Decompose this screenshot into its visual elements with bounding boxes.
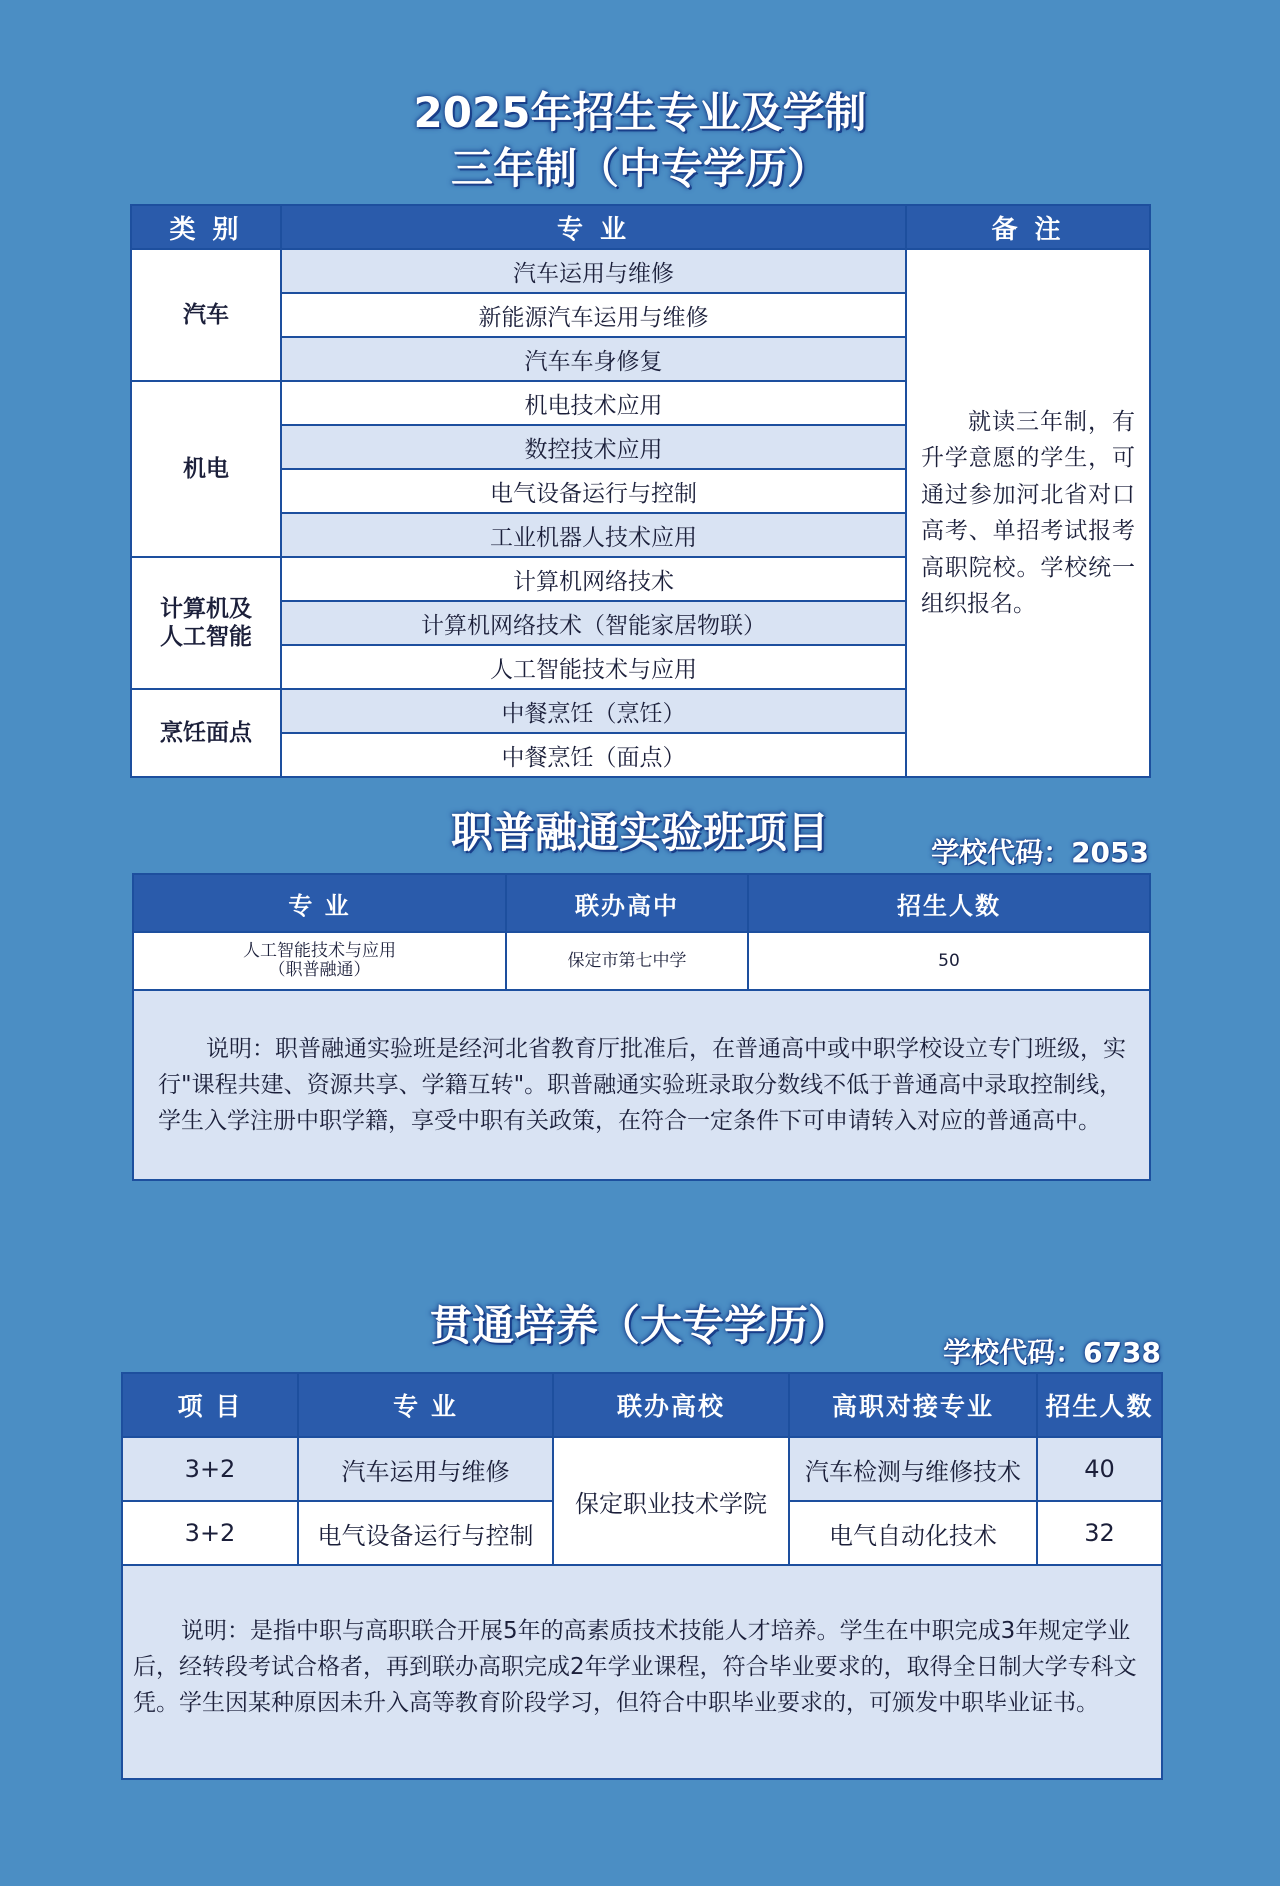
- major-cell: 中餐烹饪（面点）: [281, 733, 906, 777]
- note-cell: 就读三年制，有升学意愿的学生，可通过参加河北省对口高考、单招考试报考高职院校。学校统一组织报名。: [906, 249, 1150, 777]
- major-cell: 机电技术应用: [281, 381, 906, 425]
- header-partner-school: 联办高中: [506, 874, 748, 932]
- main-title: 2025年招生专业及学制: [413, 88, 867, 137]
- section-title-integration: 职普融通实验班项目: [450, 808, 829, 857]
- table-row: [122, 1437, 1162, 1501]
- major-cell: 人工智能技术与应用: [281, 645, 906, 689]
- major-cell: 汽车运用与维修: [298, 1437, 553, 1501]
- major-cell: 人工智能技术与应用 （职普融通）: [133, 932, 506, 990]
- category-mechatronics: 机电: [131, 381, 281, 557]
- count-cell: 32: [1037, 1501, 1162, 1565]
- major-cell: 计算机网络技术: [281, 557, 906, 601]
- through-training-table: [121, 1372, 1163, 1780]
- major-cell: 汽车运用与维修: [281, 249, 906, 293]
- major-cell: 中餐烹饪（烹饪）: [281, 689, 906, 733]
- major-cell: 电气设备运行与控制: [281, 469, 906, 513]
- header-target-major: 高职对接专业: [789, 1373, 1037, 1437]
- major-cell: 电气设备运行与控制: [298, 1501, 553, 1565]
- explanation-text: 说明：是指中职与高职联合开展5年的高素质技术技能人才培养。学生在中职完成3年规定学业后，经转段考试合格者，再到联办高职完成2年学业课程，符合毕业要求的，取得全日制大学专科文凭。学生因某种原因未升入高等教育阶段学习，但符合中职毕业要求的，可颁发中职毕业证书。: [122, 1565, 1162, 1779]
- school-code-2053: 学校代码：2053: [931, 836, 1149, 869]
- explanation-text: 说明：职普融通实验班是经河北省教育厅批准后，在普通高中或中职学校设立专门班级，实行"课程共建、资源共享、学籍互转"。职普融通实验班录取分数线不低于普通高中录取控制线，学生入学注册中职学籍，享受中职有关政策，在符合一定条件下可申请转入对应的普通高中。: [133, 990, 1150, 1180]
- partner-cell: 保定市第七中学: [506, 932, 748, 990]
- explanation-row: [122, 1565, 1162, 1779]
- integration-class-table: [132, 873, 1151, 1181]
- table-row: [133, 932, 1150, 990]
- table-row: [131, 249, 1150, 293]
- header-enrollment: 招生人数: [748, 874, 1150, 932]
- partner-college-cell: 保定职业技术学院: [553, 1437, 789, 1565]
- target-major-cell: 电气自动化技术: [789, 1501, 1037, 1565]
- category-automotive: 汽车: [131, 249, 281, 381]
- header-program: 项 目: [122, 1373, 298, 1437]
- subtitle-three-year: 三年制（中专学历）: [450, 144, 829, 193]
- category-culinary: 烹饪面点: [131, 689, 281, 777]
- program-cell: 3+2: [122, 1501, 298, 1565]
- program-cell: 3+2: [122, 1437, 298, 1501]
- header-major: 专 业: [298, 1373, 553, 1437]
- section-title-through-training: 贯通培养（大专学历）: [429, 1301, 850, 1350]
- count-cell: 50: [748, 932, 1150, 990]
- count-cell: 40: [1037, 1437, 1162, 1501]
- header-category: 类 别: [131, 205, 281, 249]
- header-enrollment: 招生人数: [1037, 1373, 1162, 1437]
- header-major: 专 业: [133, 874, 506, 932]
- three-year-majors-table: [130, 204, 1151, 778]
- school-code-6738: 学校代码：6738: [943, 1336, 1161, 1369]
- target-major-cell: 汽车检测与维修技术: [789, 1437, 1037, 1501]
- major-cell: 计算机网络技术（智能家居物联）: [281, 601, 906, 645]
- table-header-row: [122, 1373, 1162, 1437]
- explanation-row: [133, 990, 1150, 1180]
- header-major: 专 业: [281, 205, 906, 249]
- table-header-row: [131, 205, 1150, 249]
- table-header-row: [133, 874, 1150, 932]
- header-note: 备 注: [906, 205, 1150, 249]
- major-cell: 汽车车身修复: [281, 337, 906, 381]
- header-partner-college: 联办高校: [553, 1373, 789, 1437]
- major-cell: 新能源汽车运用与维修: [281, 293, 906, 337]
- major-cell: 数控技术应用: [281, 425, 906, 469]
- category-computer-ai: 计算机及 人工智能: [131, 557, 281, 689]
- major-cell: 工业机器人技术应用: [281, 513, 906, 557]
